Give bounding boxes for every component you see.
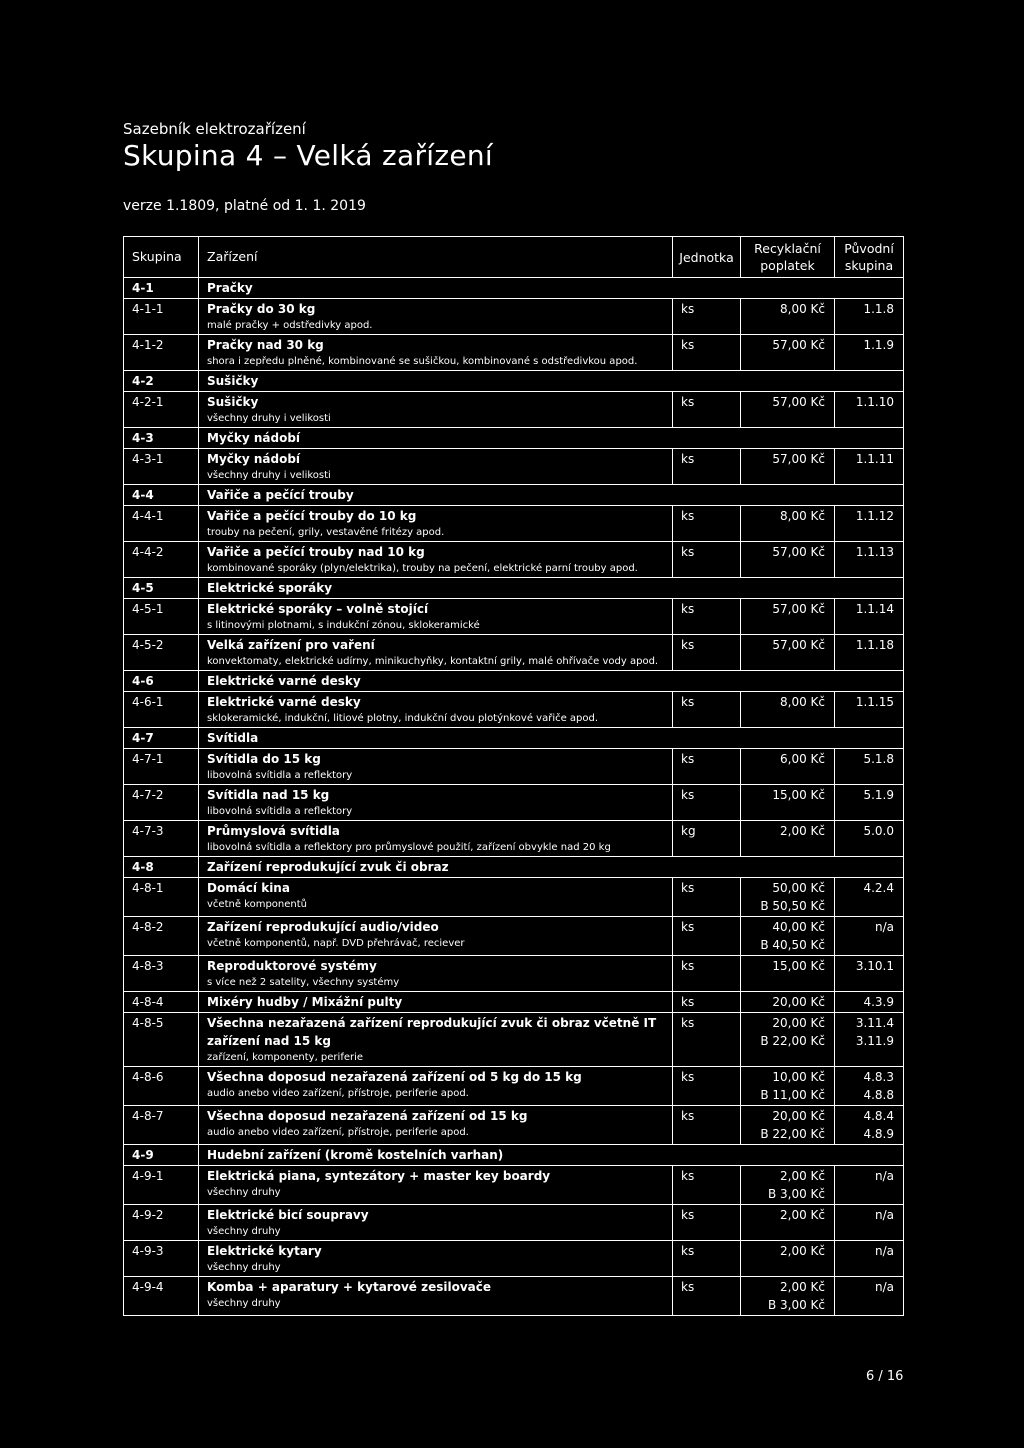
item-name: Pračky nad 30 kg [207,338,324,352]
fee-value: 2,00 Kč [780,1280,825,1294]
item-cell [199,635,673,671]
item-fee [741,917,835,956]
item-name: Vařiče a pečící trouby do 10 kg [207,509,417,523]
item-code: 4-1-1 [124,299,199,335]
group-code: 4-6 [124,671,199,692]
orig-group-value: 5.1.8 [863,752,894,766]
item-code: 4-9-2 [124,1205,199,1241]
table-row [124,821,904,857]
fee-value: 57,00 Kč [772,545,825,559]
item-fee [741,542,835,578]
item-unit: ks [673,335,741,371]
table-row [124,449,904,485]
group-row [124,371,904,392]
fee-value: 50,00 Kč [772,881,825,895]
group-row [124,428,904,449]
table-row [124,392,904,428]
table-row [124,1067,904,1106]
item-description: všechny druhy i velikosti [207,470,331,481]
item-unit: ks [673,392,741,428]
group-code: 4-7 [124,728,199,749]
item-name: Zařízení reprodukující audio/video [207,920,439,934]
doc-supertitle: Sazebník elektrozařízení [123,120,306,138]
item-name: Elektrické bicí soupravy [207,1208,369,1222]
item-orig-group [835,992,904,1013]
item-cell [199,335,673,371]
item-name: Elektrická piana, syntezátory + master key boardy [207,1169,551,1183]
item-code: 4-1-2 [124,335,199,371]
item-fee [741,1241,835,1277]
item-fee [741,635,835,671]
orig-group-value: 1.1.13 [855,545,894,559]
item-unit: ks [673,506,741,542]
fee-value: B 22,00 Kč [760,1127,825,1141]
item-description: všechny druhy [207,1187,281,1198]
fee-value: 2,00 Kč [780,1169,825,1183]
group-code: 4-3 [124,428,199,449]
item-orig-group [835,392,904,428]
item-code: 4-8-5 [124,1013,199,1067]
header-device: Zařízení [199,237,673,278]
item-orig-group [835,956,904,992]
table-row [124,1106,904,1145]
group-name: Hudební zařízení (kromě kostelních varhan) [199,1145,904,1166]
item-fee [741,992,835,1013]
item-fee [741,1106,835,1145]
group-row [124,278,904,299]
orig-group-value: 4.8.8 [863,1088,894,1102]
orig-group-value: 1.1.15 [855,695,894,709]
item-description: kombinované sporáky (plyn/elektrika), trouby na pečení, elektrické parní trouby apod. [207,563,638,574]
fee-value: 10,00 Kč [772,1070,825,1084]
item-orig-group [835,1241,904,1277]
item-fee [741,1277,835,1316]
item-cell [199,299,673,335]
item-description: libovolná svítidla a reflektory pro průmyslové použití, zařízení obvykle nad 20 kg [207,842,611,853]
item-unit: ks [673,917,741,956]
orig-group-value: n/a [874,1244,894,1258]
item-code: 4-7-2 [124,785,199,821]
item-description: včetně komponentů [207,899,308,910]
item-name: Všechna nezařazená zařízení reprodukující zvuk či obraz včetně IT zařízení nad 15 kg [207,1016,657,1048]
fee-value: B 3,00 Kč [767,1298,825,1312]
fee-value: B 3,00 Kč [767,1187,825,1201]
item-code: 4-6-1 [124,692,199,728]
item-code: 4-8-4 [124,992,199,1013]
item-fee [741,878,835,917]
item-orig-group [835,335,904,371]
item-fee [741,1205,835,1241]
item-name: Svítidla nad 15 kg [207,788,330,802]
item-fee [741,599,835,635]
item-orig-group [835,1277,904,1316]
group-row [124,578,904,599]
item-description: audio anebo video zařízení, přístroje, periferie apod. [207,1127,469,1138]
table-row [124,749,904,785]
table-row [124,1013,904,1067]
item-unit: kg [673,821,741,857]
item-cell [199,1277,673,1316]
item-code: 4-8-7 [124,1106,199,1145]
item-fee [741,392,835,428]
item-description: konvektomaty, elektrické udírny, minikuchyňky, kontaktní grily, malé ohřívače vody apod. [207,656,659,667]
table-row [124,785,904,821]
item-orig-group [835,749,904,785]
group-code: 4-1 [124,278,199,299]
header-orig-group: Původní skupina [835,237,904,278]
item-cell [199,1013,673,1067]
table-row [124,335,904,371]
item-name: Svítidla do 15 kg [207,752,321,766]
item-fee [741,785,835,821]
fee-value: 57,00 Kč [772,452,825,466]
item-unit: ks [673,1277,741,1316]
group-name: Myčky nádobí [199,428,904,449]
item-cell [199,749,673,785]
group-row [124,485,904,506]
orig-group-value: 3.11.4 [855,1016,894,1030]
orig-group-value: n/a [874,1169,894,1183]
item-cell [199,542,673,578]
item-cell [199,917,673,956]
orig-group-value: 1.1.9 [863,338,894,352]
item-description: sklokeramické, indukční, litiové plotny, indukční dvou plotýnkové vařiče apod. [207,713,599,724]
orig-group-value: n/a [874,1280,894,1294]
item-fee [741,335,835,371]
orig-group-value: 4.8.3 [863,1070,894,1084]
item-orig-group [835,785,904,821]
fee-value: 20,00 Kč [772,1016,825,1030]
fee-value: 20,00 Kč [772,1109,825,1123]
fee-value: 8,00 Kč [780,302,825,316]
group-name: Zařízení reprodukující zvuk či obraz [199,857,904,878]
table-body [124,278,904,1316]
item-orig-group [835,449,904,485]
item-cell [199,1106,673,1145]
item-unit: ks [673,542,741,578]
item-orig-group [835,299,904,335]
item-name: Průmyslová svítidla [207,824,340,838]
item-fee [741,506,835,542]
table-row [124,956,904,992]
item-cell [199,449,673,485]
item-fee [741,956,835,992]
item-description: trouby na pečení, grily, vestavěné fritézy apod. [207,527,445,538]
table-row [124,992,904,1013]
item-cell [199,1205,673,1241]
table-row [124,1277,904,1316]
item-name: Vařiče a pečící trouby nad 10 kg [207,545,425,559]
item-unit: ks [673,635,741,671]
group-name: Pračky [199,278,904,299]
orig-group-value: 4.8.4 [863,1109,894,1123]
item-code: 4-7-1 [124,749,199,785]
item-name: Domácí kina [207,881,290,895]
fee-value: B 22,00 Kč [760,1034,825,1048]
group-code: 4-2 [124,371,199,392]
item-description: libovolná svítidla a reflektory [207,770,353,781]
item-orig-group [835,917,904,956]
table-row [124,599,904,635]
group-row [124,1145,904,1166]
group-name: Svítidla [199,728,904,749]
fee-value: B 50,50 Kč [760,899,825,913]
item-code: 4-3-1 [124,449,199,485]
item-unit: ks [673,299,741,335]
group-row [124,857,904,878]
item-unit: ks [673,1013,741,1067]
item-unit: ks [673,1106,741,1145]
item-fee [741,1166,835,1205]
item-description: s více než 2 satelity, všechny systémy [207,977,400,988]
item-unit: ks [673,878,741,917]
item-code: 4-8-3 [124,956,199,992]
item-code: 4-9-3 [124,1241,199,1277]
item-description: zařízení, komponenty, periferie [207,1052,364,1063]
orig-group-value: n/a [874,1208,894,1222]
item-orig-group [835,1067,904,1106]
item-name: Elektrické kytary [207,1244,322,1258]
item-code: 4-4-1 [124,506,199,542]
item-cell [199,392,673,428]
page-title: Skupina 4 – Velká zařízení [123,139,494,172]
item-orig-group [835,1013,904,1067]
item-code: 4-9-1 [124,1166,199,1205]
table-row [124,1205,904,1241]
item-orig-group [835,542,904,578]
orig-group-value: 1.1.10 [855,395,894,409]
item-cell [199,821,673,857]
item-cell [199,878,673,917]
item-description: s litinovými plotnami, s indukční zónou, sklokeramické [207,620,480,631]
item-unit: ks [673,599,741,635]
group-name: Sušičky [199,371,904,392]
fee-value: 15,00 Kč [772,959,825,973]
item-name: Velká zařízení pro vaření [207,638,375,652]
item-code: 4-5-2 [124,635,199,671]
item-orig-group [835,821,904,857]
item-orig-group [835,506,904,542]
item-cell [199,956,673,992]
item-fee [741,1067,835,1106]
item-orig-group [835,1106,904,1145]
item-name: Mixéry hudby / Mixážní pulty [207,995,403,1009]
item-orig-group [835,1166,904,1205]
item-name: Komba + aparatury + kytarové zesilovače [207,1280,492,1294]
item-description: malé pračky + odstředivky apod. [207,320,373,331]
item-orig-group [835,635,904,671]
item-code: 4-8-2 [124,917,199,956]
item-cell [199,992,673,1013]
fee-value: 57,00 Kč [772,638,825,652]
orig-group-value: 3.11.9 [855,1034,894,1048]
orig-group-value: 4.2.4 [863,881,894,895]
orig-group-value: 1.1.12 [855,509,894,523]
table-row [124,1241,904,1277]
group-code: 4-9 [124,1145,199,1166]
group-code: 4-5 [124,578,199,599]
item-name: Elektrické sporáky – volně stojící [207,602,429,616]
item-cell [199,599,673,635]
item-unit: ks [673,1067,741,1106]
fee-value: B 11,00 Kč [760,1088,825,1102]
fee-value: 57,00 Kč [772,602,825,616]
item-name: Myčky nádobí [207,452,301,466]
item-unit: ks [673,1205,741,1241]
table-row [124,299,904,335]
item-unit: ks [673,1241,741,1277]
item-cell [199,1166,673,1205]
group-name: Elektrické varné desky [199,671,904,692]
fee-value: 57,00 Kč [772,395,825,409]
table-header-row [124,237,904,278]
item-cell [199,506,673,542]
fee-value: 6,00 Kč [780,752,825,766]
orig-group-value: 1.1.14 [855,602,894,616]
item-description: shora i zepředu plněné, kombinované se sušičkou, kombinované s odstředivkou apod. [207,356,638,367]
item-orig-group [835,692,904,728]
fee-value: 40,00 Kč [772,920,825,934]
item-unit: ks [673,692,741,728]
item-unit: ks [673,1166,741,1205]
item-code: 4-8-1 [124,878,199,917]
item-code: 4-8-6 [124,1067,199,1106]
header-group: Skupina [124,237,199,278]
item-unit: ks [673,785,741,821]
item-code: 4-2-1 [124,392,199,428]
item-fee [741,821,835,857]
fee-value: 15,00 Kč [772,788,825,802]
fee-value: 2,00 Kč [780,1208,825,1222]
item-name: Pračky do 30 kg [207,302,316,316]
item-cell [199,1067,673,1106]
orig-group-value: 5.1.9 [863,788,894,802]
item-fee [741,299,835,335]
page-number: 6 / 16 [866,1369,904,1384]
fee-value: 8,00 Kč [780,695,825,709]
item-description: audio anebo video zařízení, přístroje, periferie apod. [207,1088,469,1099]
orig-group-value: n/a [874,920,894,934]
item-cell [199,692,673,728]
item-unit: ks [673,449,741,485]
orig-group-value: 5.0.0 [863,824,894,838]
orig-group-value: 4.8.9 [863,1127,894,1141]
header-fee: Recyklační poplatek [741,237,835,278]
fee-value: 20,00 Kč [772,995,825,1009]
fee-value: 2,00 Kč [780,1244,825,1258]
item-name: Všechna doposud nezařazená zařízení od 5 kg do 15 kg [207,1070,582,1084]
item-fee [741,449,835,485]
item-cell [199,1241,673,1277]
fee-value: B 40,50 Kč [760,938,825,952]
table-row [124,692,904,728]
fee-value: 2,00 Kč [780,824,825,838]
group-row [124,728,904,749]
fee-value: 8,00 Kč [780,509,825,523]
orig-group-value: 4.3.9 [863,995,894,1009]
orig-group-value: 1.1.8 [863,302,894,316]
item-unit: ks [673,992,741,1013]
item-fee [741,749,835,785]
item-description: všechny druhy [207,1262,281,1273]
item-fee [741,692,835,728]
item-description: všechny druhy i velikosti [207,413,331,424]
item-description: libovolná svítidla a reflektory [207,806,353,817]
group-code: 4-4 [124,485,199,506]
item-code: 4-7-3 [124,821,199,857]
item-description: včetně komponentů, např. DVD přehrávač, reciever [207,938,465,949]
header-unit: Jednotka [673,237,741,278]
table-row [124,878,904,917]
item-description: všechny druhy [207,1226,281,1237]
item-code: 4-5-1 [124,599,199,635]
fee-value: 57,00 Kč [772,338,825,352]
group-row [124,671,904,692]
item-unit: ks [673,749,741,785]
item-name: Sušičky [207,395,259,409]
table-row [124,917,904,956]
item-description: všechny druhy [207,1298,281,1309]
item-orig-group [835,1205,904,1241]
item-orig-group [835,878,904,917]
item-code: 4-4-2 [124,542,199,578]
table-row [124,506,904,542]
orig-group-value: 1.1.11 [855,452,894,466]
item-unit: ks [673,956,741,992]
table-row [124,542,904,578]
item-code: 4-9-4 [124,1277,199,1316]
orig-group-value: 1.1.18 [855,638,894,652]
table-row [124,635,904,671]
group-name: Elektrické sporáky [199,578,904,599]
item-orig-group [835,599,904,635]
group-name: Vařiče a pečící trouby [199,485,904,506]
item-cell [199,785,673,821]
orig-group-value: 3.10.1 [855,959,894,973]
group-code: 4-8 [124,857,199,878]
item-fee [741,1013,835,1067]
item-name: Všechna doposud nezařazená zařízení od 15 kg [207,1109,528,1123]
fee-table [123,236,904,1316]
table-row [124,1166,904,1205]
item-name: Elektrické varné desky [207,695,361,709]
version-info: verze 1.1809, platné od 1. 1. 2019 [123,198,366,214]
item-name: Reproduktorové systémy [207,959,377,973]
